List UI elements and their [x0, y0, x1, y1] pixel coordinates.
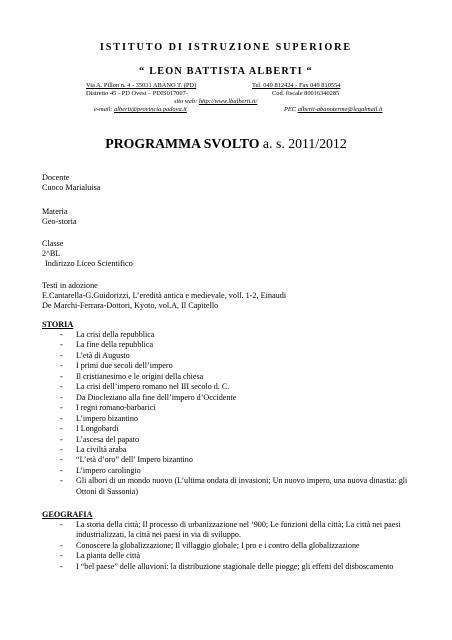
bullet-dash: -	[60, 561, 63, 571]
storia-item	[60, 414, 410, 424]
storia-item-text: L’età di Augusto	[76, 350, 130, 360]
school-address: Via A. Pillon n. 4 - 35031 ABANO T. (PD)	[86, 82, 197, 89]
website-label: sito web:	[174, 98, 198, 105]
geografia-item-text: La storia della città; Il processo di urbanizzazione nel ‘900; Le funzioni della città; La città nei paesi industrializzati, la città nei paesi in via di sviluppo.	[76, 520, 401, 540]
subject-label: Materia	[42, 207, 68, 216]
program-title-year: a. s. 2011/2012	[262, 136, 347, 151]
bullet-dash: -	[60, 382, 63, 392]
email-row	[94, 106, 187, 114]
storia-item	[60, 372, 410, 382]
storia-item-text: “L’età d’oro” dell’ Impero bizantino	[76, 455, 193, 465]
bullet-dash: -	[60, 540, 63, 550]
bullet-dash: -	[60, 392, 63, 402]
storia-item-text: La civiltà araba	[76, 444, 127, 454]
storia-item-text: La crisi dell’impero romano nel III secolo d. C.	[76, 382, 230, 392]
storia-heading: STORIA	[42, 320, 74, 329]
subject-name: Geo-storia	[42, 217, 77, 226]
school-phone: Tel. 049 812424 - Fax 049 810554	[252, 82, 341, 89]
bullet-dash: -	[60, 424, 63, 434]
class-name: 2^BL	[42, 249, 61, 258]
geografia-item-text: La pianta delle città	[76, 551, 141, 561]
bullet-dash: -	[60, 551, 63, 561]
storia-item-text: I primi due secoli dell’impero	[76, 361, 173, 371]
bullet-dash: -	[60, 465, 63, 475]
storia-item	[60, 361, 410, 371]
storia-item	[60, 435, 410, 445]
program-title-main: PROGRAMMA SVOLTO	[105, 136, 260, 151]
subject-block	[42, 207, 77, 227]
school-name-title: “ LEON BATTISTA ALBERTI “	[139, 66, 313, 77]
pec-link[interactable]: alberti-abanoterme@legalmail.it	[297, 106, 383, 113]
bullet-dash: -	[60, 361, 63, 371]
storia-item-text: Gli albori di un mondo nuovo (L’ultima ondata di invasioni; Un nuovo impero, una nuova dinastia: gli Ottoni di Sassonia)	[76, 476, 408, 496]
storia-item-text: La crisi della repubblica	[76, 330, 155, 339]
pec-label: PEC	[284, 106, 297, 113]
book-1: E.Cantarella-G.Guidorizzi, L’eredità antica e medievale, voll. 1-2, Einaudi	[42, 291, 287, 300]
bullet-dash: -	[60, 455, 63, 465]
storia-item-text: I Longobardi	[76, 424, 119, 434]
book-2: De Marchi-Ferrara-Dottori, Kyoto, vol.A, Il Capitello	[42, 301, 219, 310]
class-block	[42, 239, 133, 269]
storia-item	[60, 340, 410, 350]
website-row	[174, 98, 257, 106]
storia-item-text: Il cristianesimo e le origini della chiesa	[76, 371, 204, 381]
storia-item-text: I regni romano-barbarici	[76, 403, 156, 413]
storia-item	[60, 455, 410, 465]
email-label: e-mail:	[94, 106, 113, 113]
storia-item	[60, 330, 410, 340]
bullet-dash: -	[60, 434, 63, 444]
school-district: Distretto 45 - PD Ovest – PDIS017007-	[86, 90, 188, 97]
storia-list	[60, 330, 410, 497]
storia-item-text: La fine della repubblica	[76, 340, 154, 350]
school-type-title: ISTITUTO DI ISTRUZIONE SUPERIORE	[99, 42, 353, 53]
storia-item-text: Da Diocleziano alla fine dell’impero d’Occidente	[76, 392, 237, 402]
geografia-item-text: Conoscere la globalizzazione; Il villaggio globale; I pro e i contro della globalizzazione	[76, 540, 360, 550]
storia-item	[60, 403, 410, 413]
bullet-dash: -	[60, 476, 63, 486]
books-label: Testi in adozione	[42, 281, 98, 290]
bullet-dash: -	[60, 444, 63, 454]
pec-row	[284, 106, 383, 114]
class-track: Indirizzo Liceo Scientifico	[45, 259, 133, 268]
email-link[interactable]: alberti@provincia.padova.it	[114, 106, 187, 113]
teacher-name: Cuoco Marialuisa	[42, 183, 101, 192]
bullet-dash: -	[60, 520, 63, 529]
geografia-item	[60, 551, 414, 561]
geografia-heading: GEOGRAFIA	[42, 510, 93, 519]
storia-item	[60, 476, 410, 497]
geografia-list	[60, 520, 414, 572]
bullet-dash: -	[60, 350, 63, 360]
storia-item	[60, 393, 410, 403]
teacher-label: Docente	[42, 173, 70, 182]
geografia-item	[60, 562, 414, 572]
program-title	[0, 136, 452, 152]
books-block	[42, 281, 286, 311]
storia-item-text: L’ascesa del papato	[76, 434, 140, 444]
bullet-dash: -	[60, 330, 63, 339]
storia-item-text: L’impero bizantino	[76, 413, 138, 423]
storia-item	[60, 466, 410, 476]
storia-item	[60, 351, 410, 361]
storia-item	[60, 382, 410, 392]
school-fiscal-code: Cod. fiscale 80016340285	[272, 90, 340, 97]
geografia-item-text: I “bel paese” delle alluvioni: la distribuzione stagionale delle piogge; gli effetti del disboscamento	[76, 561, 394, 571]
bullet-dash: -	[60, 340, 63, 350]
website-link[interactable]: http://www.lbalberti.it/	[198, 98, 258, 105]
storia-item	[60, 445, 410, 455]
bullet-dash: -	[60, 413, 63, 423]
geografia-item	[60, 541, 414, 551]
bullet-dash: -	[60, 371, 63, 381]
teacher-block	[42, 173, 100, 193]
storia-item-text: L’impero carolingio	[76, 465, 141, 475]
geografia-item	[60, 520, 414, 541]
class-label: Classe	[42, 239, 64, 248]
bullet-dash: -	[60, 403, 63, 413]
storia-item	[60, 424, 410, 434]
